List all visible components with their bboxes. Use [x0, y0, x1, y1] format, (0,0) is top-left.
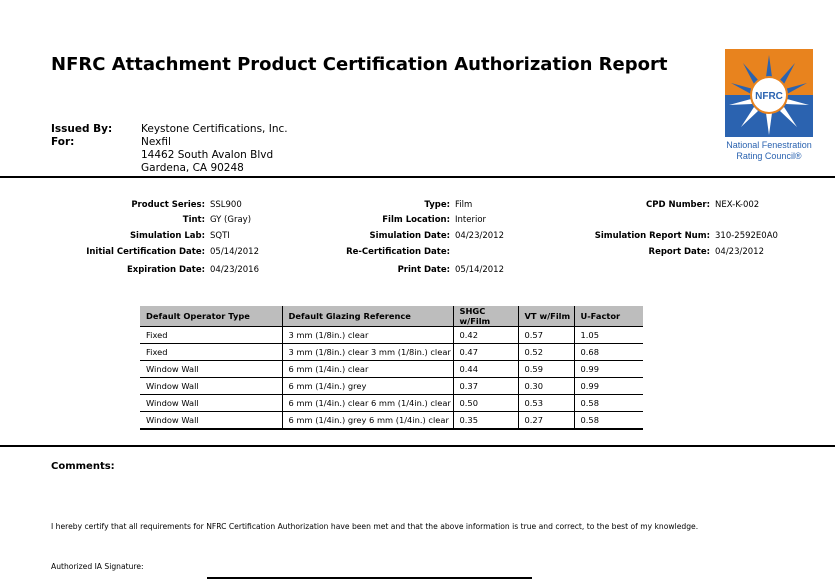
simulation-lab-value: SQTI	[210, 231, 230, 241]
product-table	[140, 306, 643, 430]
header-u-factor: U-Factor	[574, 306, 643, 327]
address-line1: 14462 South Avalon Blvd	[141, 149, 274, 161]
cell-vt: 0.27	[518, 412, 574, 430]
issued-by-value: Keystone Certifications, Inc.	[141, 123, 288, 135]
product-series-label: Product Series:	[131, 200, 205, 210]
table-row	[140, 395, 643, 412]
initial-cert-date-value: 05/14/2012	[210, 247, 259, 257]
cell-glazing-reference: 6 mm (1/4in.) clear	[282, 361, 453, 378]
cell-operator-type: Window Wall	[140, 378, 282, 395]
table-row	[140, 361, 643, 378]
print-date-value: 05/14/2012	[455, 265, 504, 275]
expiration-date-label: Expiration Date:	[126, 265, 205, 275]
cell-shgc: 0.44	[453, 361, 518, 378]
signature-line[interactable]	[207, 577, 532, 579]
table-header-row	[140, 306, 643, 327]
cell-vt: 0.52	[518, 344, 574, 361]
header-vt: VT w/Film	[518, 306, 574, 327]
cell-glazing-reference: 3 mm (1/8in.) clear 3 mm (1/8in.) clear	[282, 344, 453, 361]
recert-date-label: Re-Certification Date:	[346, 247, 450, 257]
initial-cert-date-label: Initial Certification Date:	[86, 247, 205, 257]
report-date-value: 04/23/2012	[715, 247, 764, 257]
cpd-number-value: NEX-K-002	[715, 200, 760, 210]
cell-vt: 0.53	[518, 395, 574, 412]
simulation-date-value: 04/23/2012	[455, 231, 504, 241]
cell-operator-type: Fixed	[140, 327, 282, 344]
logo-caption-line1: National Fenestration	[726, 140, 812, 150]
sim-report-num-value: 310-2592E0A0	[715, 231, 778, 241]
address-line2: Gardena, CA 90248	[141, 162, 244, 174]
type-value: Film	[455, 200, 473, 210]
cell-u-factor: 0.99	[574, 378, 643, 395]
cell-glazing-reference: 3 mm (1/8in.) clear	[282, 327, 453, 344]
cell-operator-type: Window Wall	[140, 361, 282, 378]
product-series-value: SSL900	[210, 200, 242, 210]
cell-shgc: 0.35	[453, 412, 518, 430]
cell-u-factor: 0.99	[574, 361, 643, 378]
issued-by-label: Issued By:	[51, 123, 113, 135]
issued-labels	[51, 123, 112, 149]
header-divider	[0, 176, 835, 178]
comments-divider	[0, 445, 835, 447]
comments-label: Comments:	[51, 461, 115, 472]
tint-label: Tint:	[182, 215, 205, 225]
cell-vt: 0.59	[518, 361, 574, 378]
cell-u-factor: 0.58	[574, 412, 643, 430]
header-operator-type: Default Operator Type	[140, 306, 282, 327]
table-row	[140, 378, 643, 395]
logo-badge-text: NFRC	[755, 91, 783, 102]
logo-caption-line2: Rating Council®	[736, 151, 802, 161]
cell-operator-type: Window Wall	[140, 412, 282, 430]
cpd-number-label: CPD Number:	[646, 200, 710, 210]
cell-shgc: 0.50	[453, 395, 518, 412]
table-row	[140, 344, 643, 361]
table-row	[140, 412, 643, 430]
report-date-label: Report Date:	[648, 247, 710, 257]
cell-vt: 0.57	[518, 327, 574, 344]
film-location-value: Interior	[455, 215, 487, 225]
print-date-label: Print Date:	[397, 265, 450, 275]
simulation-lab-label: Simulation Lab:	[129, 231, 205, 241]
report-title: NFRC Attachment Product Certification Authorization Report	[51, 54, 668, 75]
issued-values	[141, 123, 288, 175]
signature-label: Authorized IA Signature:	[51, 562, 144, 571]
cell-u-factor: 1.05	[574, 327, 643, 344]
cell-shgc: 0.47	[453, 344, 518, 361]
expiration-date-value: 04/23/2016	[210, 265, 259, 275]
cell-glazing-reference: 6 mm (1/4in.) clear 6 mm (1/4in.) clear	[282, 395, 453, 412]
header-glazing-reference: Default Glazing Reference	[282, 306, 453, 327]
film-location-label: Film Location:	[382, 215, 450, 225]
for-label: For:	[51, 136, 75, 148]
logo-caption	[723, 140, 815, 162]
simulation-date-label: Simulation Date:	[369, 231, 450, 241]
header-shgc: SHGC w/Film	[453, 306, 518, 327]
cell-shgc: 0.42	[453, 327, 518, 344]
type-label: Type:	[424, 200, 450, 210]
certification-statement: I hereby certify that all requirements for NFRC Certification Authorization have been met and that the above information is true and correct, to the best of my knowledge.	[51, 522, 699, 531]
cell-operator-type: Fixed	[140, 344, 282, 361]
cell-operator-type: Window Wall	[140, 395, 282, 412]
for-name: Nexfil	[141, 136, 171, 148]
sim-report-num-label: Simulation Report Num:	[594, 231, 710, 241]
cell-u-factor: 0.58	[574, 395, 643, 412]
cell-glazing-reference: 6 mm (1/4in.) grey 6 mm (1/4in.) clear	[282, 412, 453, 430]
cell-glazing-reference: 6 mm (1/4in.) grey	[282, 378, 453, 395]
tint-value: GY (Gray)	[210, 215, 252, 225]
cell-shgc: 0.37	[453, 378, 518, 395]
table-row	[140, 327, 643, 344]
cell-vt: 0.30	[518, 378, 574, 395]
cell-u-factor: 0.68	[574, 344, 643, 361]
